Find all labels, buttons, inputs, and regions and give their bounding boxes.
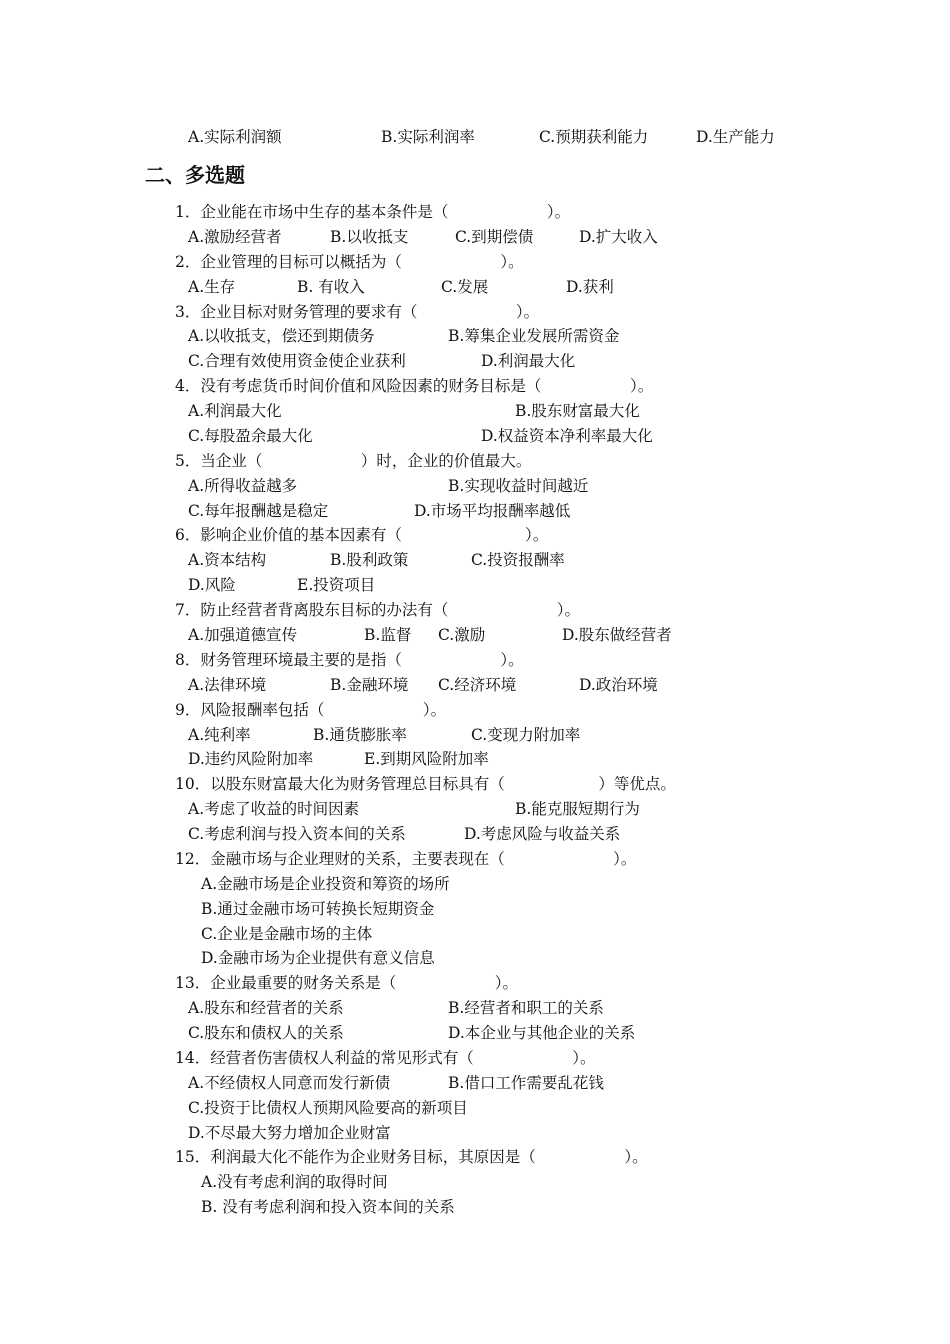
answer-option: B.通货膨胀率 [313,725,407,744]
answer-option: D.市场平均报酬率越低 [414,501,571,520]
answer-option: B.筹集企业发展所需资金 [448,327,620,346]
answer-option: D.金融市场为企业提供有意义信息 [201,949,435,968]
answer-option: B.经营者和职工的关系 [448,999,604,1018]
answer-option: A.考虑了收益的时间因素 [188,800,360,819]
answer-option: C.合理有效使用资金使企业获利 [188,352,406,371]
question-stem: 13．企业最重要的财务关系是（ ）。 [175,974,519,993]
answer-option: D.利润最大化 [481,352,576,371]
answer-option: C.考虑利润与投入资本间的关系 [188,825,406,843]
answer-option: D.考虑风险与收益关系 [464,825,621,843]
answer-option: B.以收抵支 [330,227,409,246]
answer-option: D.权益资本净利率最大化 [481,426,653,445]
answer-option: A.加强道德宣传 [188,626,298,644]
answer-option: B.股东财富最大化 [515,402,640,420]
option-b: B.实际利润率 [381,128,475,146]
answer-option: B.监督 [364,626,412,644]
answer-option: D.违约风险附加率 [188,750,314,769]
answer-option: C.发展 [441,277,489,296]
question-stem: 7．防止经营者背离股东目标的办法有（ ）。 [175,601,581,620]
answer-option: D.政治环境 [579,675,658,694]
question-stem: 6．影响企业价值的基本因素有（ ）。 [175,526,549,545]
answer-option: C.到期偿债 [455,227,534,246]
answer-option: A.生存 [188,277,236,296]
answer-option: C.股东和债权人的关系 [188,1024,344,1042]
answer-option: A.不经债权人同意而发行新债 [188,1073,391,1092]
answer-option: D.风险 [188,576,236,595]
answer-option: D.获利 [566,277,614,296]
answer-option: A.股东和经营者的关系 [188,999,344,1018]
answer-option: B.能克服短期行为 [515,800,640,819]
answer-option: C.每年报酬越是稳定 [188,501,329,520]
answer-option: A.没有考虑利润的取得时间 [201,1173,388,1192]
answer-option: A.法律环境 [188,675,267,694]
question-stem: 14．经营者伤害债权人利益的常见形式有（ ）。 [175,1048,596,1067]
answer-option: C.经济环境 [438,675,517,694]
question-stem: 4．没有考虑货币时间价值和风险因素的财务目标是（ ）。 [175,377,654,396]
answer-option: C.变现力附加率 [471,725,581,744]
answer-option: A.所得收益越多 [188,476,298,495]
answer-option: D.股东做经营者 [562,626,672,644]
answer-option: D.本企业与其他企业的关系 [448,1024,636,1042]
answer-option: C.激励 [438,626,486,644]
answer-option: D.扩大收入 [579,227,658,246]
answer-option: B.实现收益时间越近 [448,476,589,495]
answer-option: A.纯利率 [188,725,251,744]
answer-option: E.到期风险附加率 [364,750,489,769]
answer-option: B. 有收入 [297,277,365,296]
answer-option: E.投资项目 [297,576,376,595]
question-stem: 5．当企业（ ）时，企业的价值最大。 [175,451,532,470]
question-stem: 9．风险报酬率包括（ ）。 [175,700,447,719]
answer-option: A.资本结构 [188,551,267,570]
answer-option: A.以收抵支，偿还到期债务 [188,327,375,346]
answer-option: B.金融环境 [330,675,409,694]
answer-option: D.不尽最大努力增加企业财富 [188,1123,391,1142]
answer-option: B. 没有考虑利润和投入资本间的关系 [201,1198,455,1217]
answer-option: A.利润最大化 [188,402,282,420]
answer-option: C.投资于比债权人预期风险要高的新项目 [188,1098,468,1117]
answer-option: B.股利政策 [330,551,409,570]
answer-option: C.投资报酬率 [471,551,565,570]
option-c: C.预期获利能力 [539,128,649,146]
question-stem: 3．企业目标对财务管理的要求有（ ）。 [175,302,540,321]
option-d: D.生产能力 [696,128,775,146]
answer-option: A.金融市场是企业投资和筹资的场所 [201,874,450,893]
question-stem: 10．以股东财富最大化为财务管理总目标具有（ ）等优点。 [175,775,676,794]
question-stem: 8．财务管理环境最主要的是指（ ）。 [175,650,524,669]
answer-option: B.借口工作需要乱花钱 [448,1073,604,1092]
question-stem: 2．企业管理的目标可以概括为（ ）。 [175,252,524,271]
question-stem: 15．利润最大化不能作为企业财务目标，其原因是（ ）。 [175,1148,648,1167]
option-a: A.实际利润额 [188,128,282,146]
answer-option: B.通过金融市场可转换长短期资金 [201,899,435,918]
answer-option: C.每股盈余最大化 [188,426,313,445]
question-stem: 1．企业能在市场中生存的基本条件是（ ）。 [175,203,571,221]
answer-option: A.激励经营者 [188,227,282,246]
section-heading: 二、多选题 [145,163,245,187]
question-stem: 12．金融市场与企业理财的关系，主要表现在（ ）。 [175,849,637,868]
answer-option: C.企业是金融市场的主体 [201,924,373,943]
